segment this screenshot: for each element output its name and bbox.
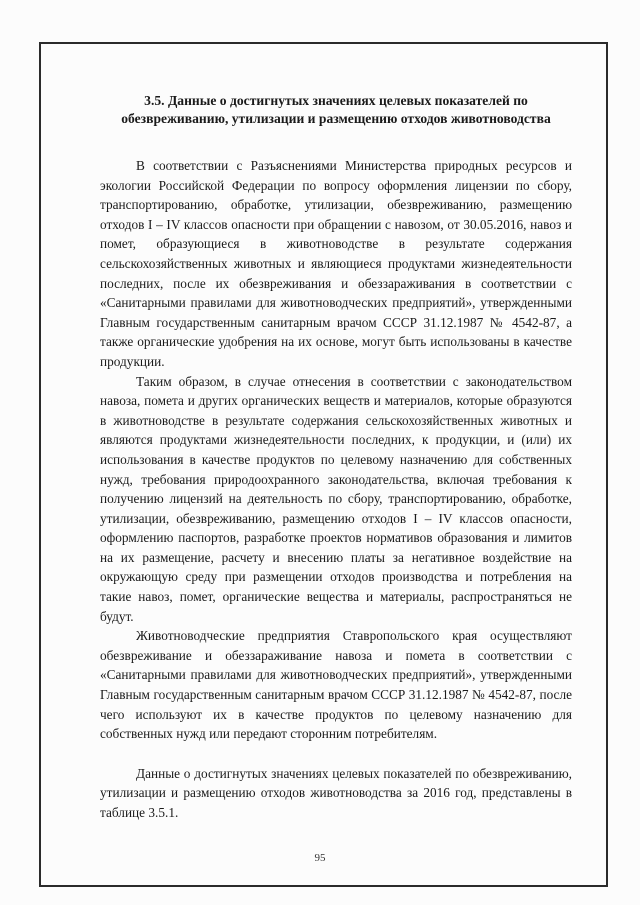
page-number: 95 — [314, 852, 326, 864]
paragraph-1: В соответствии с Разъяснениями Министерства природных ресурсов и экологии Российской Федерации по вопросу оформления лицензии по сбору, транспортированию, обработке, утилизации, обезвреживанию, размещению отходов I – IV классов опасности при обращении с навозом, от 30.05.2016, навоз и помет, образующиеся в животноводстве в результате содержания сельскохозяйственных животных и являющиеся продуктами жизнедеятельности последних, после их обезвреживания и обеззараживания в соответствии с «Санитарными правилами для животноводческих предприятий», утвержденными Главным государственным санитарным врачом СССР 31.12.1987 № 4542-87, а также органические удобрения на их основе, могут быть использованы в качестве продукции. — [100, 158, 572, 369]
document-content — [100, 92, 572, 823]
paragraph-2: Таким образом, в случае отнесения в соответствии с законодательством навоза, помета и других органических веществ и материалов, которые образуются в животноводстве в результате содержания сельскохозяйственных животных и являются продуктами жизнедеятельности последних, к продукции, и (или) их использования в качестве продуктов по целевому назначению для собственных нужд, требования природоохранного законодательства, включая требования к получению лицензий на деятельность по сбору, транспортированию, обработке, утилизации, обезвреживанию, размещению отходов I – IV классов опасности, оформлению паспортов, разработке проектов нормативов образования и лимитов на их размещение, расчету и внесению платы за негативное воздействие на окружающую среду при размещении отходов производства и потребления на такие навоз, помет, органические вещества и материалы, распространяться не будут. — [100, 373, 572, 624]
paragraph-4: Данные о достигнутых значениях целевых показателей по обезвреживанию, утилизации и размещению отходов животноводства за 2016 год, представлены в таблице 3.5.1. — [100, 765, 572, 820]
paragraph-3: Животноводческие предприятия Ставропольского края осуществляют обезвреживание и обеззараживание навоза и помета в соответствии с «Санитарными правилами для животноводческих предприятий», утвержденными Главным государственным санитарным врачом СССР 31.12.1987 № 4542-87, после чего используют их в качестве продуктов по целевому назначению для собственных нужд или передают сторонним потребителям. — [100, 628, 572, 742]
section-heading: 3.5. Данные о достигнутых значениях целевых показателей по обезвреживанию, утилизации и размещению отходов животноводства — [121, 93, 551, 126]
paragraph-gap — [100, 744, 572, 764]
